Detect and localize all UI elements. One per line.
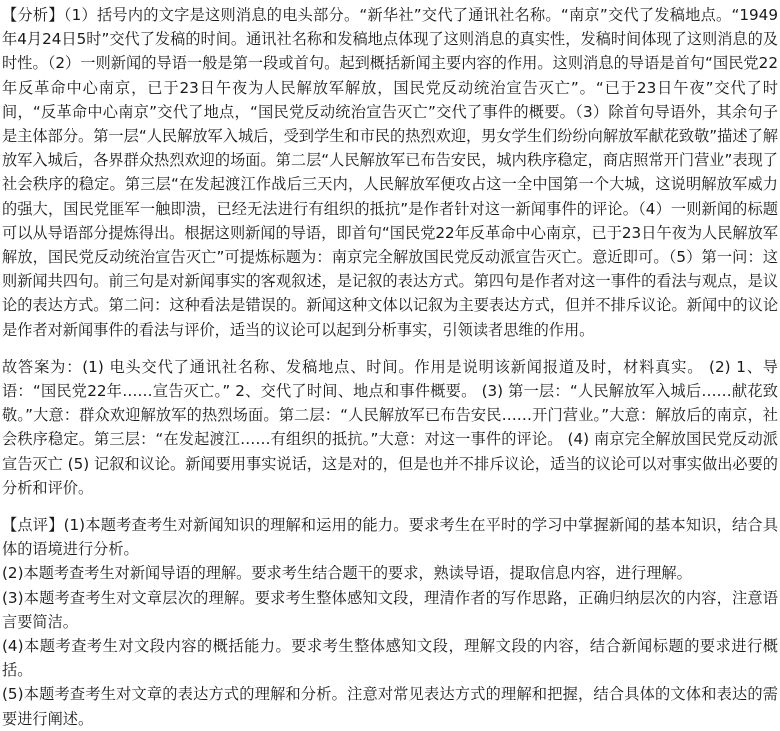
section-gap <box>2 342 778 355</box>
review-item-text: (1)本题考查考生对新闻知识的理解和运用的能力。要求考生在平时的学习中掌握新闻的基本知识，结合具体的语境进行分析。 <box>2 516 779 559</box>
review-item: (3)本题考查考生对文章层次的理解。要求考生整体感知文段，理清作者的写作思路，正确归纳层次的内容，注意语言要简洁。 <box>2 588 778 631</box>
review-item: (4)本题考查考生对文段内容的概括能力。要求考生整体感知文段，理解文段的内容，结合新闻标题的要求进行概括。 <box>2 637 778 680</box>
review-item: (5)本题考查考生对文章的表达方式的理解和分析。注意对常见表达方式的理解和把握，结合具体的文体和表达的需要进行阐述。 <box>2 685 778 728</box>
review-item: (2)本题考查考生对新闻导语的理解。要求考生结合题干的要求，熟读导语，提取信息内容，进行理解。 <box>2 564 692 583</box>
analysis-tag: 【分析】 <box>2 6 64 24</box>
analysis-paragraph <box>2 3 778 342</box>
review-tag: 【点评】 <box>2 516 64 535</box>
review-item <box>2 513 778 561</box>
analysis-text: （1）括号内的文字是这则消息的电头部分。“新华社”交代了通讯社名称。“南京”交代了发稿地点。“1949年4月24日5时”交代了发稿的时间。通讯社名称和发稿地点体现了这则消息的真实性，发稿时间体现了这则消息的及时性。（2）一则新闻的导语一般是第一段或首句。起到概括新闻主要内容的作用。这则消息的导语是首句“国民党22年反革命中心南京，已于23日午夜为人民解放军解放，国民党反动统治宣告灭亡”。“已于23日午夜”交代了时间，“反革命中心南京”交代了地点，“国民党反动统治宣告灭亡”交代了事件的概要。（3）除首句导语外，其余句子是主体部分。第一层“人民解放军入城后，受到学生和市民的热烈欢迎，男女学生们纷纷向解放军献花致敬”描述了解放军入城后，各界群众热烈欢迎的场面。第二层“人民解放军已布告安民，城内秩序稳定，商店照常开门营业”表现了社会秩序的稳定。第三层“在发起渡江作战后三天内，人民解放军便攻占这一全中国第一个大城，这说明解放军威力的强大，国民党匪军一触即溃，已经无法进行有组织的抵抗”是作者针对这一新闻事件的评论。（4）一则新闻的标题可以从导语部分提炼得出。根据这则新闻的导语，即首句“国民党22年反革命中心南京，已于23日午夜为人民解放军解放，国民党反动统治宣告灭亡”可提炼标题为：南京完全解放国民党反动派宣告灭亡。意近即可。（5）第一问：这则新闻共四句。前三句是对新闻事实的客观叙述，是记叙的表达方式。第四句是作者对这一事件的看法与观点，是议论的表达方式。第二问：这种看法是错误的。新闻这种文体以记叙为主要表达方式，但并不排斥议论。新闻中的议论是作者对新闻事件的看法与评价，适当的议论可以起到分析事实，引领读者思维的作用。 <box>2 6 778 339</box>
answer-paragraph: 故答案为：(1) 电头交代了通讯社名称、发稿地点、时间。作用是说明该新闻报道及时，材料真实。 (2) 1、导语：“国民党22年……宣告灭亡。” 2、交代了时间、地点和事件概要。 (3) 第一层：“人民解放军入城后……献花致敬。”大意：群众欢迎解放军的热烈场面。第二层：“人民解放军已布告安民……开门营业。”大意：解放后的南京，社会秩序稳定。第三层：“在发起渡江……有组织的抵抗。”大意：对这一事件的评论。 (4) 南京完全解放国民党反动派宣告灭亡 (5) 记叙和议论。新闻要用事实说话，这是对的，但是也并不排斥议论，适当的议论可以对事实做出必要的分析和评价。 <box>2 357 778 497</box>
review-section <box>2 513 778 731</box>
section-gap <box>2 500 778 513</box>
